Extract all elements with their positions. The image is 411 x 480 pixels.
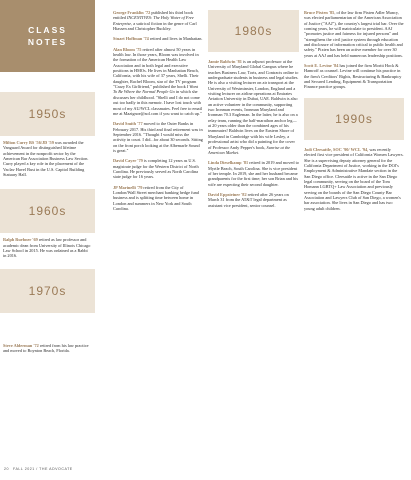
note-linda-dieselkamp <box>208 160 299 187</box>
page-footer <box>4 467 73 471</box>
note-name: Ralph Ruebner '69 <box>3 237 38 243</box>
note-steve-alderman <box>0 339 95 354</box>
issue-label: FALL 2021 / THE ADVOCATE <box>13 467 73 471</box>
note-alan-bloom <box>113 47 203 116</box>
note-text-2: in which she discusses her childhood. "Shelli and I do not come out too badly in this memoir. I have lost touch with most of my AU/WCL classmates. Feel free to email me at Mazignoe@aol.com if you want to catch up." <box>113 89 202 116</box>
note-text: moved to the Outer Banks in February 2017. His third and final retirement was in September 2016. "Thought I would miss the activity in court. I did...for about 30 seconds. Sitting on the front porch looking at the Albemarle Sound is great." <box>113 121 203 153</box>
note-book-title: I Want To Be Where the Normal People Go <box>113 84 198 95</box>
note-milton-curry <box>0 136 95 177</box>
column-4 <box>304 10 404 211</box>
note-name: George Franklin '72 <box>113 10 151 15</box>
decade-1980s: 1980s <box>208 10 299 52</box>
note-book-title: Sunrise at the American Market <box>208 144 291 155</box>
column-3 <box>208 10 299 208</box>
note-stuart-hoffman <box>113 36 203 41</box>
note-text: published his third book entitled <box>113 10 193 21</box>
note-david-eppsteiner <box>208 192 299 208</box>
note-text: was recently elected first vice president of California Women Lawyers. She is a supervising deputy attorney general for the California Department of Justice, working in the DOJ's Employment & Administrative Mandate section in the San Diego office. Cleesattle is active in the San Diego legal community, serving on the board of the Tom Homann LGBTQ+ Law Association and previously serving on the boards of the San Diego County Bar Association and Lawyers Club of San Diego, a women's bar association. She lives in San Diego and has two young adult children. <box>304 146 404 211</box>
note-text: retired in 2019 and moved to Myrtle Beach, South Carolina. She is vice president of her temple. In 2019, she and her husband became grandparents for the first time; her son Brian and his wife are expecting their second daughter. <box>208 160 299 187</box>
note-name: Jodi Cleesattle, SOC '90/ WCL '94, <box>304 146 369 152</box>
note-text-2: . <box>238 149 240 155</box>
note-name: Steve Alderman '72 <box>3 342 39 348</box>
note-scott-levine <box>304 63 404 90</box>
note-name: David Eppsteiner '82 <box>208 191 247 197</box>
note-david-cayer <box>113 158 203 179</box>
note-text: retired after almost 50 years in health law. In those years, Bloom was involved in the formation of the American Health Law Association and in both legal and executive positions in HMOs. He lives in Manhattan Beach, California, with his wife of 37 years, Shelli. Their daughter, Rachel Bloom, star of the TV program "Crazy Ex Girlfriend," published the book <box>113 46 199 90</box>
column-1 <box>0 0 95 353</box>
note-jodi-cleesattle <box>304 147 404 211</box>
note-george-franklin <box>113 10 203 31</box>
note-text: retired after 26 years on March 31 from the AT&T legal department as assistant vice president, senior counsel. <box>208 191 289 208</box>
note-name: David Smith '77 <box>113 121 143 127</box>
class-notes-header <box>0 0 95 72</box>
note-name: Stuart Hoffman '74 <box>113 36 149 42</box>
note-text: has joined the firm Moritt Hock & Hamroff as counsel. Levine will continue his practice in the firm's Creditors' Rights, Restructuring & Bankruptcy and Secured Lending, Equipment & Transportation Finance practice groups. <box>304 63 402 90</box>
note-name: Linda Dieselkamp '81 <box>208 160 249 166</box>
note-name: Alan Bloom '75 <box>113 46 142 52</box>
decade-1960s: 1960s <box>0 189 95 233</box>
note-text: retired as law professor and academic dean from University of Illinois Chicago Law School in 2015. He was ordained as a Rabbi in 2016. <box>3 237 91 259</box>
note-text: , of the law firm Pixten Adler Muncy, was elected parliamentarian of the American Association of Justice ("AAJ"), the country's largest trial bar. Over the coming years, he will matriculate to president. AAJ "promotes justice and fairness for injured persons" and "strengthens the civil justice system through education and disclosure of information critical to public health and safety." Pixten has been an active member for over 30 years at AAJ and has held numerous leadership positions. <box>304 10 404 58</box>
note-name: JP Marinelli '79 <box>113 184 143 190</box>
note-jamie-baldwin <box>208 59 299 155</box>
header-line-2: NOTES <box>27 37 68 47</box>
decade-1950s: 1950s <box>0 92 95 136</box>
note-name: Jamie Baldwin '81 <box>208 59 242 64</box>
header-line-1: CLASS <box>28 25 67 35</box>
note-text: retired from his law practice and moved to Boynton Beach, Florida. <box>3 342 89 354</box>
note-text: retired and lives in Manhattan. <box>148 36 203 42</box>
note-david-smith <box>113 121 203 153</box>
note-name: Milton Curry BS '56/JD '59 <box>3 140 54 145</box>
decade-1990s: 1990s <box>304 98 404 140</box>
note-name: Scott E. Levine '84 <box>304 63 339 69</box>
note-jp-marinelli <box>113 185 203 212</box>
note-book-title: INCENTIVES: The Holy Water of Free Enterprise <box>113 15 194 26</box>
note-name: David Cayer '79 <box>113 158 143 164</box>
note-ralph-ruebner <box>0 233 95 258</box>
note-name: Bruce Pixten '85 <box>304 10 335 15</box>
decade-1970s: 1970s <box>0 269 95 313</box>
note-text: retired from the City of London/Wall Street merchant banking hedge fund business and is splitting time between home in London and summers in New York and South Carolina. <box>113 184 199 211</box>
note-text-2: , a satirical fiction in the genre of Carl Hiassen and Christopher Buckley. <box>113 20 197 32</box>
note-text: is an adjunct professor at the University of Maryland Global Campus where he teaches Business Law, Torts, and Contracts online to undergraduate students in business and legal studies. He is also a visiting lecturer on air transport at the University of Westminster, London, England and a visiting lecturer on airline operations at Emirates Aviation University in Dubai, UAE. Baldwin is also an active volunteer in the community, supporting two Ironman events, Ironman Maryland and Ironman 70.3 Eagleman. In the latter, he is also on a relay team, running the half-marathon anchor leg—at 20 years older than the combined ages of his teammates! Baldwin lives on the Eastern Shore of Maryland in Cambridge with his wife Lesley, a professional artist who did a painting for the cover of Professor Andy Pepper's book, <box>208 59 299 150</box>
note-text: was awarded the Vanguard Award for distinguished lifetime achievement in the nonprofit sector by the American Bar Association Business Law Section. Curry played a key role in the placement of the Vaclav Havel Bust in the U.S. Capitol Building Statuary Hall. <box>3 140 89 178</box>
page-number: 20 <box>4 467 9 471</box>
note-text: is completing 12 years as U.S. magistrate judge for the Western District of North Carolina. He previously served as North Carolina state judge for 16 years. <box>113 158 199 180</box>
note-bruce-pixten <box>304 10 404 58</box>
column-2 <box>113 10 203 211</box>
